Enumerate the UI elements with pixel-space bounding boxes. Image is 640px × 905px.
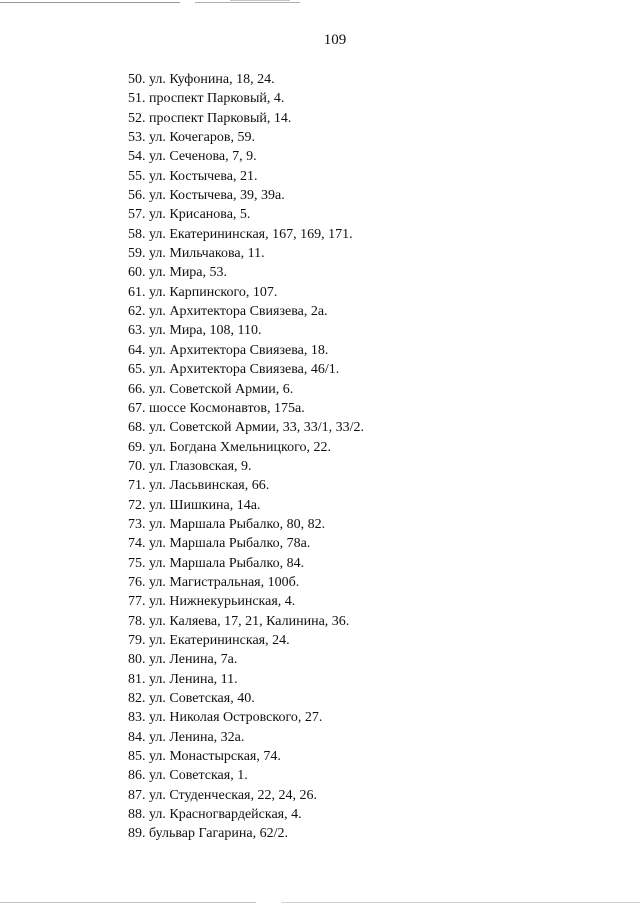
address-list-item: 72. ул. Шишкина, 14а.	[128, 497, 261, 513]
address-list-item: 74. ул. Маршала Рыбалко, 78а.	[128, 536, 311, 552]
address-list-item: 65. ул. Архитектора Свиязева, 46/1.	[128, 362, 340, 378]
address-list-item: 80. ул. Ленина, 7а.	[128, 652, 238, 668]
address-list-item: 56. ул. Костычева, 39, 39а.	[128, 188, 285, 204]
address-list-item: 77. ул. Нижнекурьинская, 4.	[128, 594, 296, 610]
address-list-item: 58. ул. Екатерининская, 167, 169, 171.	[128, 226, 353, 242]
address-list-item: 64. ул. Архитектора Свиязева, 18.	[128, 342, 329, 358]
address-list-item: 60. ул. Мира, 53.	[128, 265, 228, 281]
address-list-item: 85. ул. Монастырская, 74.	[128, 749, 281, 765]
address-list-item: 55. ул. Костычева, 21.	[128, 168, 258, 184]
page-number: 109	[323, 32, 347, 48]
address-list-item: 84. ул. Ленина, 32а.	[128, 729, 245, 745]
address-list-item: 73. ул. Маршала Рыбалко, 80, 82.	[128, 516, 326, 532]
address-list-item: 83. ул. Николая Островского, 27.	[128, 710, 323, 726]
scan-artifact-bottom-line	[0, 902, 640, 903]
address-list-item: 67. шоссе Космонавтов, 175а.	[128, 400, 305, 416]
address-list-item: 78. ул. Каляева, 17, 21, Калинина, 36.	[128, 613, 350, 629]
address-list-item: 88. ул. Красногвардейская, 4.	[128, 807, 302, 823]
address-list-item: 87. ул. Студенческая, 22, 24, 26.	[128, 787, 317, 803]
address-list-item: 66. ул. Советской Армии, 6.	[128, 381, 294, 397]
address-list-item: 75. ул. Маршала Рыбалко, 84.	[128, 555, 305, 571]
address-list-item: 81. ул. Ленина, 11.	[128, 671, 238, 687]
scan-artifact-top-line	[0, 2, 300, 3]
address-list-item: 59. ул. Мильчакова, 11.	[128, 246, 265, 262]
address-list-item: 53. ул. Кочегаров, 59.	[128, 130, 255, 146]
address-list-item: 63. ул. Мира, 108, 110.	[128, 323, 262, 339]
address-list-item: 76. ул. Магистральная, 100б.	[128, 574, 300, 590]
address-list-item: 50. ул. Куфонина, 18, 24.	[128, 72, 275, 87]
address-list-item: 57. ул. Крисанова, 5.	[128, 207, 251, 223]
address-list-item: 89. бульвар Гагарина, 62/2.	[128, 826, 288, 842]
address-list-item: 54. ул. Сеченова, 7, 9.	[128, 149, 257, 165]
address-list-item: 52. проспект Парковый, 14.	[128, 110, 292, 126]
address-list-item: 62. ул. Архитектора Свиязева, 2а.	[128, 304, 328, 320]
address-list-item: 68. ул. Советской Армии, 33, 33/1, 33/2.	[128, 420, 365, 436]
address-list-item: 70. ул. Глазовская, 9.	[128, 458, 252, 474]
address-list-item: 86. ул. Советская, 1.	[128, 768, 248, 784]
address-list-item: 82. ул. Советская, 40.	[128, 691, 255, 706]
address-list-item: 79. ул. Екатерининская, 24.	[128, 632, 290, 648]
address-list-item: 71. ул. Ласьвинская, 66.	[128, 478, 270, 494]
address-list	[128, 70, 364, 844]
address-list-item: 69. ул. Богдана Хмельницкого, 22.	[128, 439, 332, 455]
scan-artifact-top-line-secondary	[230, 0, 290, 1]
address-list-item: 61. ул. Карпинского, 107.	[128, 284, 278, 300]
address-list-item: 51. проспект Парковый, 4.	[128, 91, 285, 107]
